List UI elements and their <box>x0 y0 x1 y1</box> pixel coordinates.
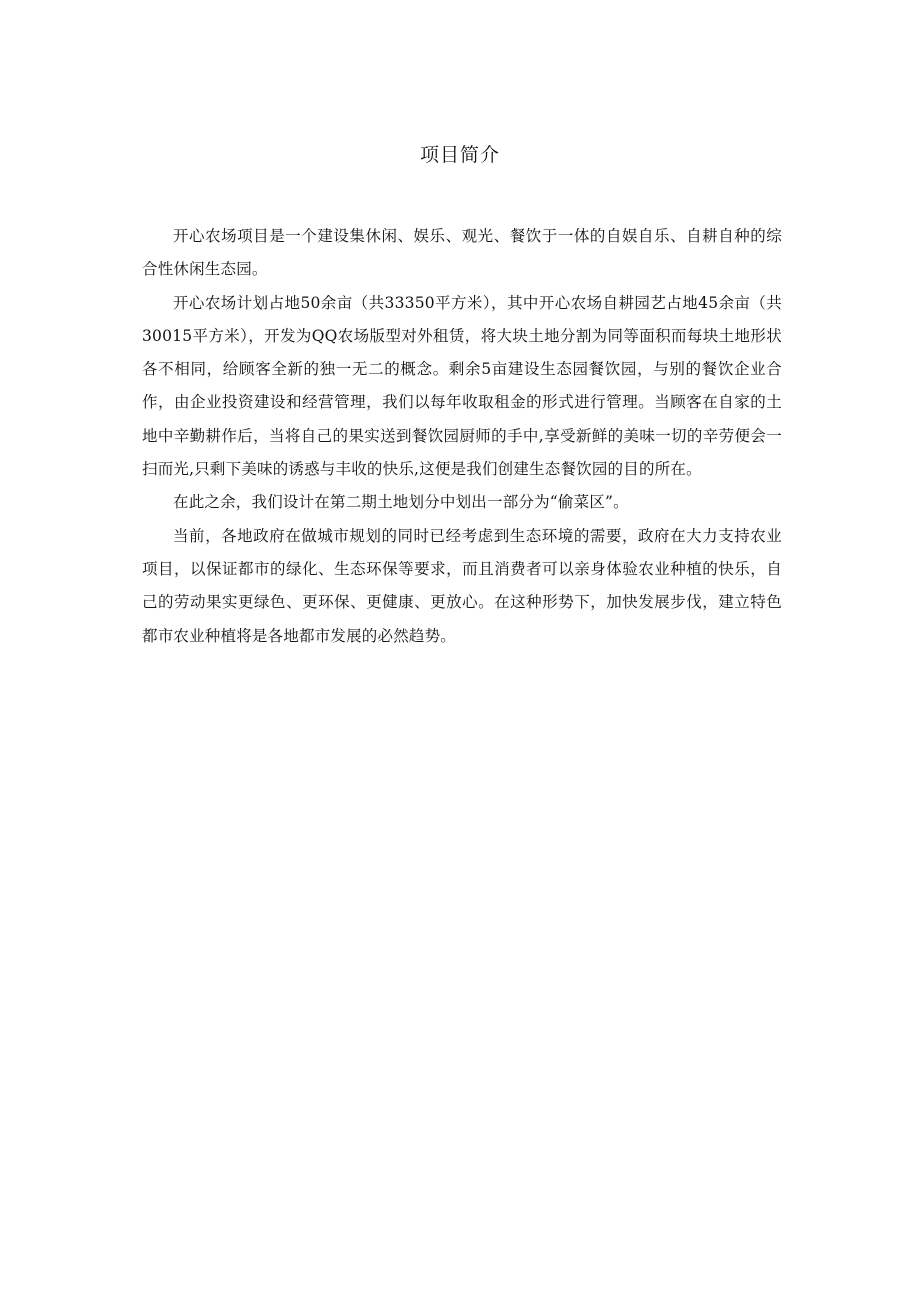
document-title: 项目简介 <box>419 144 500 166</box>
document-body <box>142 220 782 653</box>
paragraph-steal-zone: 在此之余，我们设计在第二期土地划分中划出一部分为“偷菜区”。 <box>173 493 629 512</box>
paragraph-plan: 开心农场计划占地50余亩（共33350平方米），其中开心农场自耕园艺占地45余亩（共30015平方米），开发为QQ农场版型对外租赁，将大块土地分割为同等面积而每块土地形状各不相同，给顾客全新的独一无二的概念。剩余5亩建设生态园餐饮园，与别的餐饮企业合作，由企业投资建设和经营管理，我们以每年收取租金的形式进行管理。当顾客在自家的土地中辛勤耕作后，当将自己的果实送到餐饮园厨师的手中,享受新鲜的美味一切的辛劳便会一扫而光,只剩下美味的诱惑与丰收的快乐,这便是我们创建生态餐饮园的目的所在。 <box>142 293 782 479</box>
paragraph-background: 当前，各地政府在做城市规划的同时已经考虑到生态环境的需要，政府在大力支持农业项目，以保证都市的绿化、生态环保等要求，而且消费者可以亲身体验农业种植的快乐，自己的劳动果实更绿色、更环保、更健康、更放心。在这种形势下，加快发展步伐，建立特色都市农业种植将是各地都市发展的必然趋势。 <box>142 526 782 645</box>
paragraph-intro: 开心农场项目是一个建设集休闲、娱乐、观光、餐饮于一体的自娱自乐、自耕自种的综合性休闲生态园。 <box>142 227 782 279</box>
